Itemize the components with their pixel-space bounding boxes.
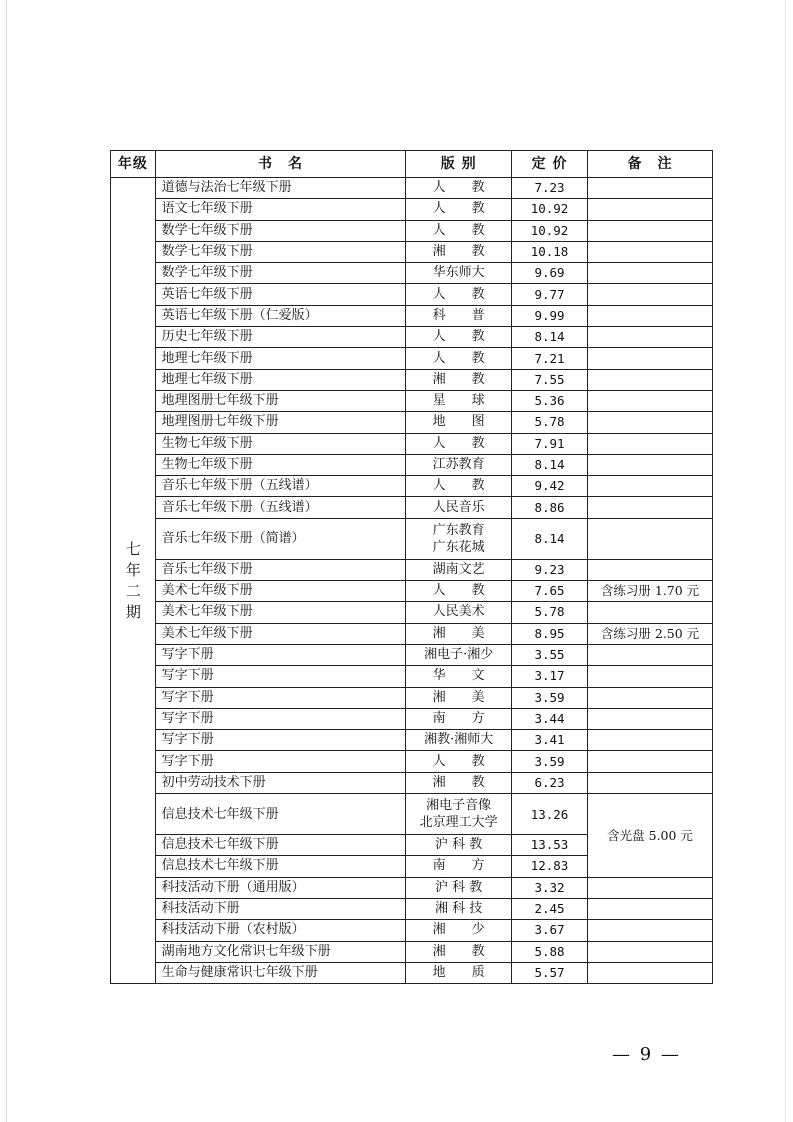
publisher-line: 广东教育 xyxy=(432,522,485,538)
note-cell xyxy=(588,390,713,411)
book-name-cell: 初中劳动技术下册 xyxy=(155,772,406,793)
book-name-cell: 音乐七年级下册（五线谱） xyxy=(155,497,406,518)
price-cell: 3.59 xyxy=(511,751,587,772)
publisher-cell xyxy=(406,794,512,835)
publisher-cell: 人 教 xyxy=(406,433,512,454)
note-cell xyxy=(588,369,713,390)
price-cell: 7.23 xyxy=(511,178,587,199)
price-cell: 5.78 xyxy=(511,602,587,623)
note-cell: 含练习册 2.50 元 xyxy=(588,623,713,644)
publisher-cell: 湘电子·湘少 xyxy=(406,644,512,665)
book-name-cell: 信息技术七年级下册 xyxy=(155,794,406,835)
book-name-cell: 数学七年级下册 xyxy=(155,263,406,284)
book-name-cell: 数学七年级下册 xyxy=(155,220,406,241)
note-cell-merged: 含光盘 5.00 元 xyxy=(588,794,713,878)
publisher-cell: 华 文 xyxy=(406,666,512,687)
table-row xyxy=(111,284,713,305)
publisher-cell: 人民音乐 xyxy=(406,497,512,518)
publisher-cell: 人 教 xyxy=(406,284,512,305)
publisher-cell: 人民美术 xyxy=(406,602,512,623)
publisher-cell: 人 教 xyxy=(406,348,512,369)
header-publisher: 版 别 xyxy=(406,151,512,178)
note-cell xyxy=(588,644,713,665)
publisher-cell: 人 教 xyxy=(406,199,512,220)
note-cell xyxy=(588,941,713,962)
publisher-cell: 人 教 xyxy=(406,751,512,772)
price-cell: 9.99 xyxy=(511,305,587,326)
book-name-cell: 信息技术七年级下册 xyxy=(155,835,406,856)
table-row xyxy=(111,602,713,623)
table-body xyxy=(111,178,713,984)
note-cell xyxy=(588,962,713,983)
price-cell: 9.69 xyxy=(511,263,587,284)
table-row xyxy=(111,220,713,241)
header-book-name: 书 名 xyxy=(155,151,406,178)
publisher-cell: 人 教 xyxy=(406,327,512,348)
publisher-cell: 江苏教育 xyxy=(406,454,512,475)
note-cell xyxy=(588,708,713,729)
table-row xyxy=(111,772,713,793)
book-name-cell: 音乐七年级下册（简谱） xyxy=(155,518,406,559)
price-cell: 8.14 xyxy=(511,454,587,475)
page-number: — 9 — xyxy=(612,1044,681,1065)
table-row xyxy=(111,518,713,559)
book-name-cell: 美术七年级下册 xyxy=(155,623,406,644)
table-row xyxy=(111,644,713,665)
book-name-cell: 写字下册 xyxy=(155,751,406,772)
table-row xyxy=(111,730,713,751)
price-cell: 3.17 xyxy=(511,666,587,687)
book-name-cell: 语文七年级下册 xyxy=(155,199,406,220)
table-row xyxy=(111,708,713,729)
book-name-cell: 英语七年级下册（仁爱版） xyxy=(155,305,406,326)
table-row xyxy=(111,581,713,602)
publisher-line: 湘电子音像 xyxy=(426,798,492,814)
price-cell: 2.45 xyxy=(511,898,587,919)
note-cell xyxy=(588,220,713,241)
publisher-cell: 湘 教 xyxy=(406,772,512,793)
grade-label: 七年二期 xyxy=(125,539,141,621)
table-row xyxy=(111,687,713,708)
book-name-cell: 音乐七年级下册 xyxy=(155,559,406,580)
price-cell: 12.83 xyxy=(511,856,587,877)
publisher-cell: 地 图 xyxy=(406,412,512,433)
price-cell: 8.14 xyxy=(511,327,587,348)
publisher-cell: 科 普 xyxy=(406,305,512,326)
note-cell xyxy=(588,497,713,518)
publisher-cell: 湘 科 技 xyxy=(406,898,512,919)
publisher-cell: 湘教·湘师大 xyxy=(406,730,512,751)
price-cell: 5.36 xyxy=(511,390,587,411)
publisher-cell: 南 方 xyxy=(406,856,512,877)
table-row xyxy=(111,369,713,390)
price-cell: 13.26 xyxy=(511,794,587,835)
book-name-cell: 历史七年级下册 xyxy=(155,327,406,348)
note-cell: 含练习册 1.70 元 xyxy=(588,581,713,602)
publisher-cell: 湘 教 xyxy=(406,941,512,962)
header-grade: 年级 xyxy=(111,151,156,178)
header-note: 备 注 xyxy=(588,151,713,178)
publisher-cell: 湘 美 xyxy=(406,623,512,644)
book-name-cell: 信息技术七年级下册 xyxy=(155,856,406,877)
table-row xyxy=(111,751,713,772)
publisher-cell: 人 教 xyxy=(406,476,512,497)
table-row xyxy=(111,623,713,644)
table-row xyxy=(111,559,713,580)
publisher-cell: 人 教 xyxy=(406,581,512,602)
book-name-cell: 科技活动下册（农村版） xyxy=(155,920,406,941)
table-row xyxy=(111,898,713,919)
note-cell xyxy=(588,348,713,369)
publisher-cell: 华东师大 xyxy=(406,263,512,284)
note-cell xyxy=(588,412,713,433)
book-name-cell: 写字下册 xyxy=(155,730,406,751)
price-cell: 8.14 xyxy=(511,518,587,559)
table-row xyxy=(111,476,713,497)
table-row xyxy=(111,199,713,220)
book-name-cell: 科技活动下册（通用版） xyxy=(155,877,406,898)
note-cell xyxy=(588,284,713,305)
book-name-cell: 生物七年级下册 xyxy=(155,454,406,475)
note-cell xyxy=(588,305,713,326)
table-row xyxy=(111,348,713,369)
book-name-cell: 地理图册七年级下册 xyxy=(155,390,406,411)
note-cell xyxy=(588,178,713,199)
note-cell xyxy=(588,602,713,623)
note-cell xyxy=(588,433,713,454)
note-cell xyxy=(588,263,713,284)
price-cell: 10.92 xyxy=(511,199,587,220)
table-row xyxy=(111,390,713,411)
table-row xyxy=(111,433,713,454)
book-name-cell: 科技活动下册 xyxy=(155,898,406,919)
note-cell xyxy=(588,730,713,751)
price-cell: 9.42 xyxy=(511,476,587,497)
book-name-cell: 数学七年级下册 xyxy=(155,241,406,262)
note-cell xyxy=(588,898,713,919)
note-cell xyxy=(588,772,713,793)
price-cell: 8.86 xyxy=(511,497,587,518)
table-row xyxy=(111,263,713,284)
table-row xyxy=(111,454,713,475)
price-cell: 5.78 xyxy=(511,412,587,433)
price-cell: 5.57 xyxy=(511,962,587,983)
publisher-cell: 人 教 xyxy=(406,178,512,199)
publisher-cell: 星 球 xyxy=(406,390,512,411)
publisher-cell: 南 方 xyxy=(406,708,512,729)
table-row xyxy=(111,305,713,326)
book-name-cell: 英语七年级下册 xyxy=(155,284,406,305)
price-cell: 7.91 xyxy=(511,433,587,454)
note-cell xyxy=(588,559,713,580)
publisher-cell: 沪 科 教 xyxy=(406,835,512,856)
price-cell: 3.59 xyxy=(511,687,587,708)
note-cell xyxy=(588,877,713,898)
price-cell: 7.55 xyxy=(511,369,587,390)
publisher-cell: 湘 教 xyxy=(406,241,512,262)
book-name-cell: 美术七年级下册 xyxy=(155,581,406,602)
table-row xyxy=(111,241,713,262)
book-name-cell: 写字下册 xyxy=(155,666,406,687)
note-cell xyxy=(588,687,713,708)
note-cell xyxy=(588,666,713,687)
grade-cell xyxy=(111,178,156,984)
publisher-cell: 湘 美 xyxy=(406,687,512,708)
note-cell xyxy=(588,751,713,772)
book-name-cell: 地理七年级下册 xyxy=(155,369,406,390)
price-cell: 3.67 xyxy=(511,920,587,941)
table-row xyxy=(111,327,713,348)
book-name-cell: 写字下册 xyxy=(155,644,406,665)
note-cell xyxy=(588,241,713,262)
publisher-cell: 湖南文艺 xyxy=(406,559,512,580)
book-name-cell: 美术七年级下册 xyxy=(155,602,406,623)
price-cell: 9.77 xyxy=(511,284,587,305)
price-cell: 3.44 xyxy=(511,708,587,729)
price-cell: 9.23 xyxy=(511,559,587,580)
table-row xyxy=(111,941,713,962)
price-cell: 7.21 xyxy=(511,348,587,369)
header-price: 定 价 xyxy=(511,151,587,178)
book-name-cell: 写字下册 xyxy=(155,708,406,729)
book-name-cell: 道德与法治七年级下册 xyxy=(155,178,406,199)
publisher-cell: 沪 科 教 xyxy=(406,877,512,898)
publisher-cell: 湘 教 xyxy=(406,369,512,390)
table-header-row xyxy=(111,151,713,178)
book-name-cell: 音乐七年级下册（五线谱） xyxy=(155,476,406,497)
note-cell xyxy=(588,476,713,497)
price-cell: 10.18 xyxy=(511,241,587,262)
table-row xyxy=(111,666,713,687)
note-cell xyxy=(588,454,713,475)
book-name-cell: 湖南地方文化常识七年级下册 xyxy=(155,941,406,962)
price-cell: 7.65 xyxy=(511,581,587,602)
price-cell: 6.23 xyxy=(511,772,587,793)
price-cell: 5.88 xyxy=(511,941,587,962)
publisher-cell xyxy=(406,518,512,559)
book-name-cell: 生物七年级下册 xyxy=(155,433,406,454)
publisher-line: 广东花城 xyxy=(432,539,485,555)
note-cell xyxy=(588,920,713,941)
price-cell: 3.41 xyxy=(511,730,587,751)
table-row xyxy=(111,877,713,898)
textbook-price-table xyxy=(110,150,713,984)
table-row xyxy=(111,178,713,199)
price-cell: 3.55 xyxy=(511,644,587,665)
book-name-cell: 地理图册七年级下册 xyxy=(155,412,406,433)
table-row xyxy=(111,497,713,518)
publisher-cell: 湘 少 xyxy=(406,920,512,941)
note-cell xyxy=(588,327,713,348)
note-cell xyxy=(588,518,713,559)
table-row xyxy=(111,794,713,835)
note-cell xyxy=(588,199,713,220)
book-name-cell: 地理七年级下册 xyxy=(155,348,406,369)
book-name-cell: 生命与健康常识七年级下册 xyxy=(155,962,406,983)
publisher-line: 北京理工大学 xyxy=(419,815,498,831)
publisher-cell: 地 质 xyxy=(406,962,512,983)
publisher-cell: 人 教 xyxy=(406,220,512,241)
table-row xyxy=(111,920,713,941)
price-cell: 13.53 xyxy=(511,835,587,856)
price-cell: 3.32 xyxy=(511,877,587,898)
price-cell: 10.92 xyxy=(511,220,587,241)
table-row xyxy=(111,412,713,433)
book-name-cell: 写字下册 xyxy=(155,687,406,708)
table-row xyxy=(111,962,713,983)
price-cell: 8.95 xyxy=(511,623,587,644)
